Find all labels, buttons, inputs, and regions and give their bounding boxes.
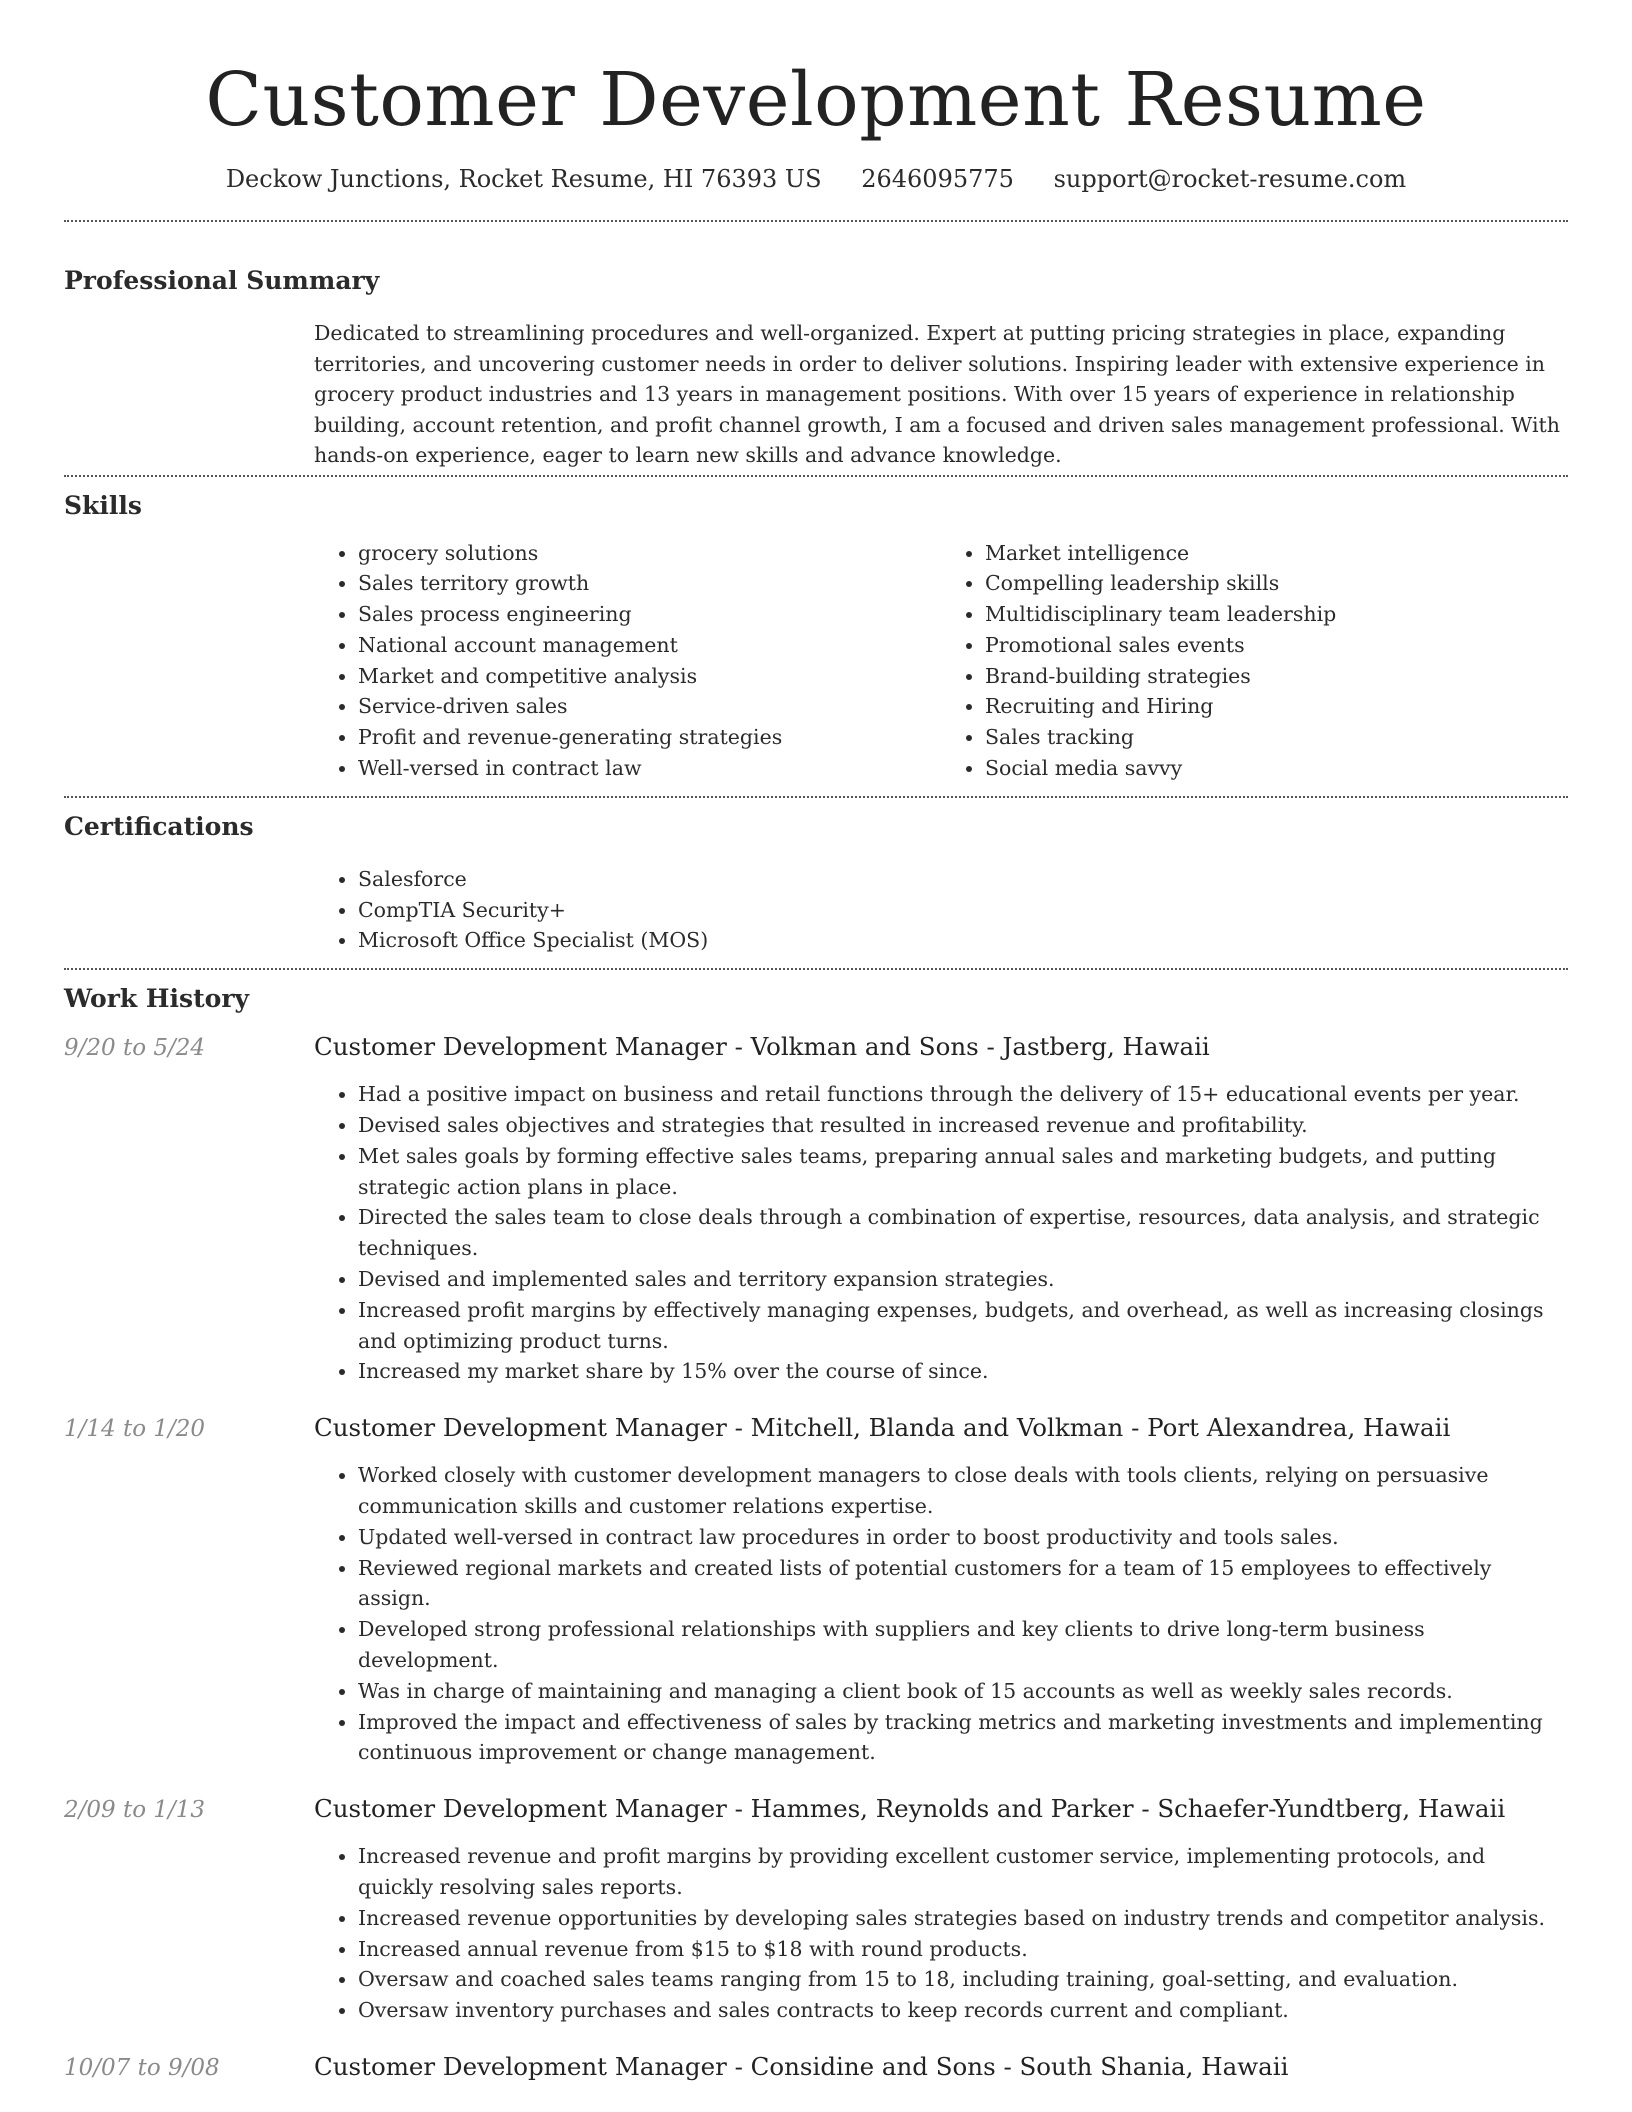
contact-line [64, 162, 1568, 196]
skill-item: • Market intelligence [985, 538, 1568, 569]
job-entry [64, 2050, 1568, 2085]
skill-item: • grocery solutions [358, 538, 941, 569]
job-bullet: • Directed the sales team to close deals through a combination of expertise, resources, data analysis, and strategic techniques. [358, 1202, 1558, 1264]
job-entry [64, 1792, 1568, 2026]
skill-item: • Multidisciplinary team leadership [985, 599, 1568, 630]
certifications-list-wrap [314, 864, 1568, 956]
skill-item: • Profit and revenue-generating strategies [358, 722, 941, 753]
skill-item: • Sales tracking [985, 722, 1568, 753]
skill-item: • Well-versed in contract law [358, 753, 941, 784]
skill-item: • Compelling leadership skills [985, 568, 1568, 599]
job-title: Customer Development Manager - Hammes, Reynolds and Parker - Schaefer-Yundtberg, Hawaii [314, 1794, 1506, 1824]
job-header [64, 1030, 1568, 1065]
job-bullet: • Improved the impact and effectiveness of sales by tracking metrics and marketing investments and implementing continuous improvement or change management. [358, 1707, 1558, 1769]
skill-item: • Sales territory growth [358, 568, 941, 599]
job-header [64, 1792, 1568, 1827]
job-bullet: • Reviewed regional markets and created lists of potential customers for a team of 15 employees to effectively assign. [358, 1553, 1558, 1615]
contact-phone: 2646095775 [861, 165, 1014, 193]
job-bullet: • Met sales goals by forming effective sales teams, preparing annual sales and marketing budgets, and putting strategic action plans in place. [358, 1141, 1558, 1203]
job-bullet-list [314, 1079, 1568, 1387]
section-heading-work-history: Work History [64, 984, 250, 1014]
job-title: Customer Development Manager - Volkman and Sons - Jastberg, Hawaii [314, 1032, 1210, 1062]
skill-item: • Recruiting and Hiring [985, 691, 1568, 722]
job-dates: 2/09 to 1/13 [64, 1797, 206, 1824]
job-header [64, 2050, 1568, 2085]
job-entry [64, 1030, 1568, 1387]
job-bullet: • Oversaw and coached sales teams ranging from 15 to 18, including training, goal-setting, and evaluation. [358, 1964, 1558, 1995]
job-bullet: • Increased profit margins by effectively managing expenses, budgets, and overhead, as well as increasing closings and optimizing product turns. [358, 1295, 1558, 1357]
job-bullet: • Devised sales objectives and strategies that resulted in increased revenue and profitability. [358, 1110, 1558, 1141]
job-bullets [314, 1841, 1568, 2026]
skill-item: • Brand-building strategies [985, 661, 1568, 692]
job-bullet: • Updated well-versed in contract law procedures in order to boost productivity and tools sales. [358, 1522, 1558, 1553]
skills-list-right [941, 538, 1568, 784]
skill-item: • Service-driven sales [358, 691, 941, 722]
resume-title: Customer Development Resume [205, 57, 1427, 143]
section-heading-certifications: Certifications [64, 811, 254, 841]
skill-item: • Market and competitive analysis [358, 661, 941, 692]
job-dates: 1/14 to 1/20 [64, 1416, 206, 1443]
certification-item: • CompTIA Security+ [358, 895, 1568, 926]
skills-grid [314, 538, 1568, 784]
job-bullet: • Increased revenue opportunities by developing sales strategies based on industry trends and competitor analysis. [358, 1903, 1558, 1934]
certification-item: • Microsoft Office Specialist (MOS) [358, 925, 1568, 956]
skills-section [64, 477, 1568, 784]
job-bullet: • Increased revenue and profit margins by providing excellent customer service, implementing protocols, and quickly resolving sales reports. [358, 1841, 1558, 1903]
job-title: Customer Development Manager - Considine and Sons - South Shania, Hawaii [314, 2051, 1289, 2081]
job-bullet: • Was in charge of maintaining and managing a client book of 15 accounts as well as weekly sales records. [358, 1676, 1558, 1707]
contact-email: support@rocket-resume.com [1053, 165, 1407, 193]
summary-text: Dedicated to streamlining procedures and well-organized. Expert at putting pricing strategies in place, expanding territories, and uncovering customer needs in order to deliver solutions. Inspiring leader with extensive experience in grocery product industries and 13 years in management positions. With over 15 years of experience in relationship building, account retention, and profit channel growth, I am a focused and driven sales management professional. With hands-on experience, eager to learn new skills and advance knowledge. [314, 321, 1560, 467]
work-history-section [64, 970, 1568, 2085]
contact-address: Deckow Junctions, Rocket Resume, HI 76393 US [225, 165, 822, 193]
job-bullet-list [314, 1841, 1568, 2026]
job-dates: 10/07 to 9/08 [64, 2054, 220, 2081]
job-bullets [314, 1079, 1568, 1387]
professional-summary-section [64, 222, 1568, 471]
job-bullet-list [314, 1460, 1568, 1768]
job-dates: 9/20 to 5/24 [64, 1035, 206, 1062]
job-bullet: • Had a positive impact on business and retail functions through the delivery of 15+ educational events per year. [358, 1079, 1558, 1110]
section-heading-summary: Professional Summary [64, 266, 380, 295]
job-bullets [314, 1460, 1568, 1768]
skill-item: • National account management [358, 630, 941, 661]
job-title: Customer Development Manager - Mitchell, Blanda and Volkman - Port Alexandrea, Hawaii [314, 1413, 1451, 1443]
certifications-section [64, 798, 1568, 956]
job-bullet: • Worked closely with customer development managers to close deals with tools clients, relying on persuasive communication skills and customer relations expertise. [358, 1460, 1558, 1522]
job-bullet: • Increased annual revenue from $15 to $18 with round products. [358, 1934, 1558, 1965]
skill-item: • Promotional sales events [985, 630, 1568, 661]
certification-item: • Salesforce [358, 864, 1568, 895]
certifications-list [314, 864, 1568, 956]
job-entry [64, 1411, 1568, 1768]
skills-list-left [314, 538, 941, 784]
job-bullet: • Increased my market share by 15% over the course of since. [358, 1356, 1558, 1387]
skill-item: • Social media savvy [985, 753, 1568, 784]
job-bullet: • Developed strong professional relationships with suppliers and key clients to drive long-term business development. [358, 1614, 1558, 1676]
section-heading-skills: Skills [64, 490, 142, 520]
job-bullet: • Oversaw inventory purchases and sales contracts to keep records current and compliant. [358, 1995, 1558, 2026]
job-bullet: • Devised and implemented sales and territory expansion strategies. [358, 1264, 1558, 1295]
job-header [64, 1411, 1568, 1446]
skill-item: • Sales process engineering [358, 599, 941, 630]
